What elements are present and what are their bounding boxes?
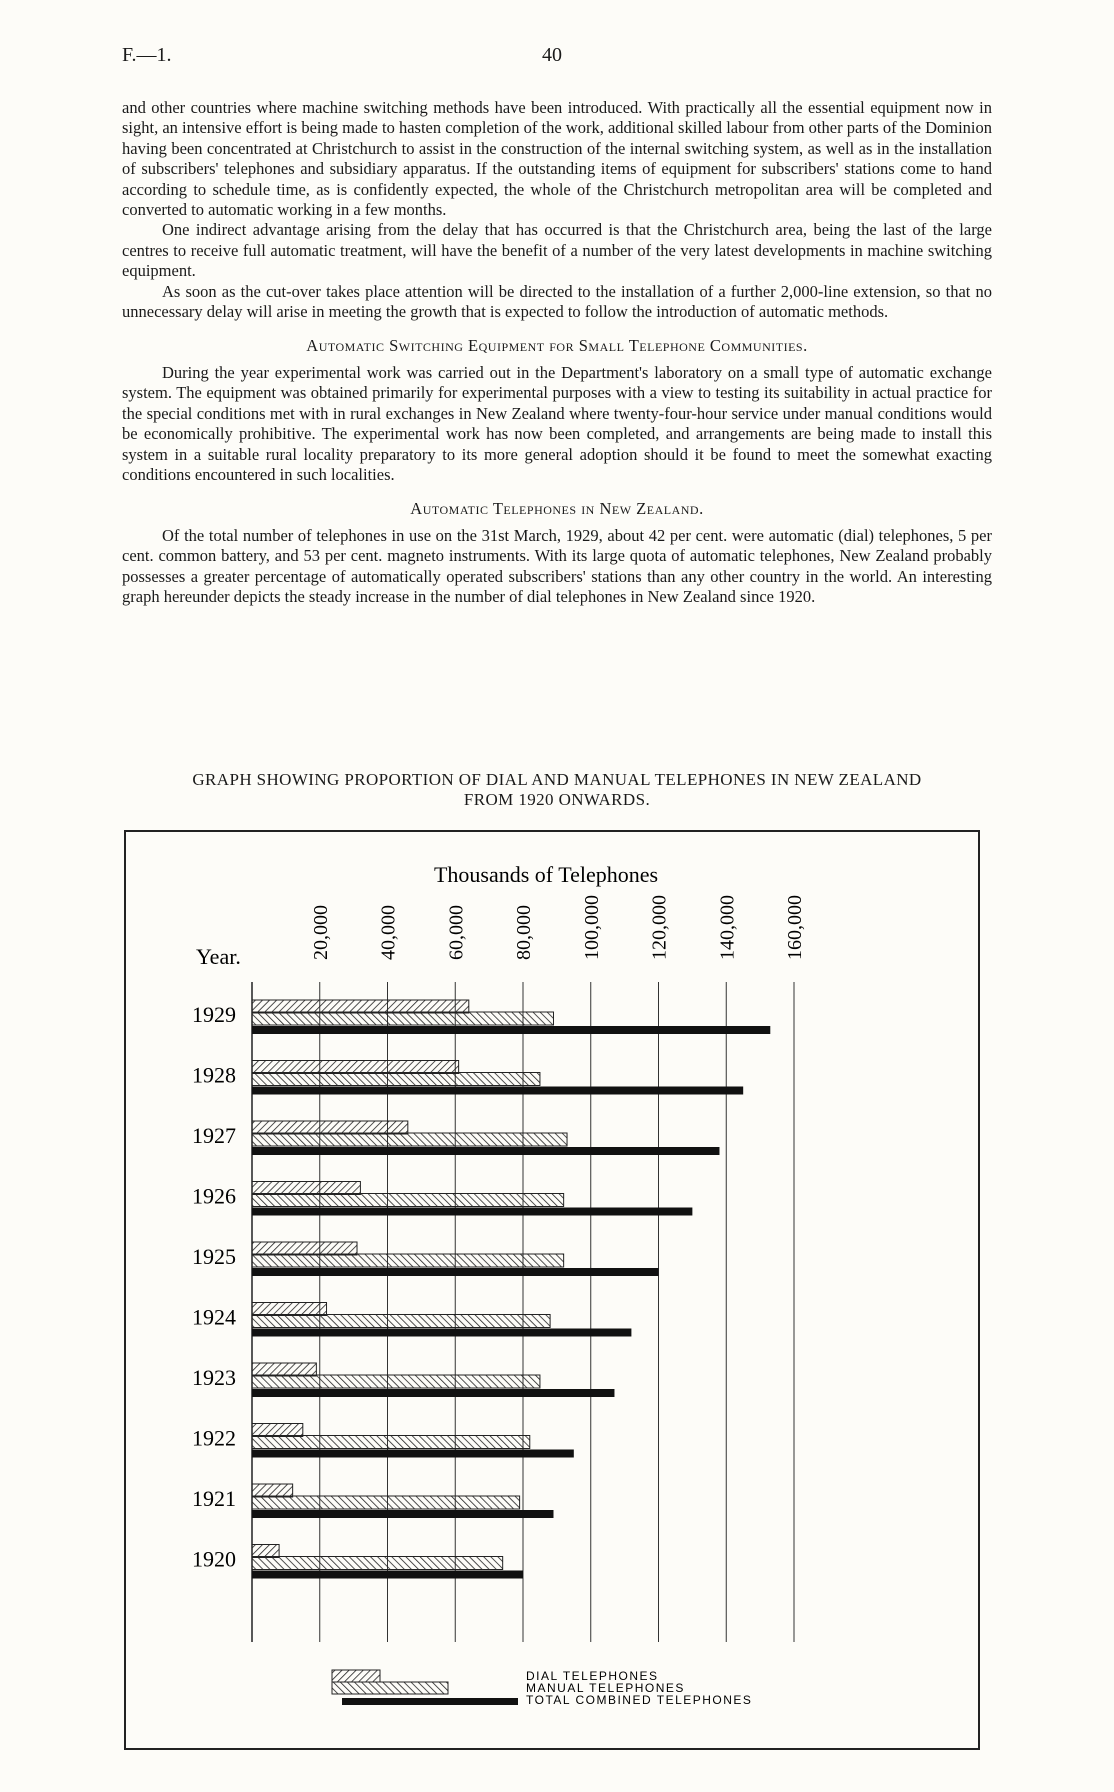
bar-solid bbox=[252, 1087, 743, 1095]
bar-forward-hatch bbox=[252, 1545, 279, 1558]
graph-title bbox=[110, 770, 1004, 810]
bar-forward-hatch bbox=[252, 1242, 357, 1255]
category-label: 1921 bbox=[192, 1486, 236, 1511]
tick-label: 40,000 bbox=[377, 905, 400, 960]
paragraph-1: and other countries where machine switching methods have been introduced. With practically all the essential equipment now in sight, an intensive effort is being made to hasten completion of the work, additional skilled labour from other parts of the Dominion having been concentrated at Christchurch to assist in the construction of the internal switching system, as well as in the installation of subscribers' telephones and subsidiary apparatus. If the outstanding items of equipment for subscribers' stations come to hand according to schedule time, as is confidently expected, the whole of the Christchurch metropolitan area will be completed and converted to automatic working in a few months. bbox=[122, 98, 992, 220]
paragraph-2: One indirect advantage arising from the delay that has occurred is that the Christchurch area, being the last of the large centres to receive full automatic treatment, will have the benefit of a number of the very latest developments in machine switching equipment. bbox=[122, 220, 992, 281]
body-text bbox=[122, 98, 992, 607]
legend-swatch-total bbox=[342, 1698, 518, 1705]
year-axis-label: Year. bbox=[196, 944, 241, 969]
tick-label: 160,000 bbox=[784, 895, 806, 960]
legend-swatch-manual bbox=[332, 1682, 448, 1694]
category-label: 1922 bbox=[192, 1425, 236, 1451]
category-label: 1925 bbox=[192, 1244, 236, 1269]
telephone-bar-chart bbox=[126, 832, 978, 1748]
section-heading-small-communities: Automatic Switching Equipment for Small Telephone Communities. bbox=[306, 336, 808, 356]
bars bbox=[252, 1000, 770, 1579]
tick-label: 80,000 bbox=[513, 905, 535, 960]
bar-back-hatch bbox=[252, 1496, 520, 1509]
bar-forward-hatch bbox=[252, 1303, 327, 1316]
paragraph-5: Of the total number of telephones in use on the 31st March, 1929, about 42 per cent. were automatic (dial) telephones, 5 per cent. common battery, and 53 per cent. magneto instruments. With its large quota of automatic telephones, New Zealand probably possesses a greater percentage of automatically operated subscribers' stations than any other country in the world. An interesting graph hereunder depicts the steady increase in the number of dial telephones in New Zealand since 1920. bbox=[122, 525, 992, 606]
bar-solid bbox=[252, 1389, 614, 1397]
bar-back-hatch bbox=[252, 1012, 553, 1025]
graph-frame bbox=[124, 830, 980, 1750]
bar-back-hatch bbox=[252, 1375, 540, 1388]
bar-solid bbox=[252, 1268, 659, 1276]
bar-solid bbox=[252, 1510, 553, 1518]
bar-forward-hatch bbox=[252, 1363, 316, 1376]
category-labels bbox=[192, 1002, 236, 1572]
bar-back-hatch bbox=[252, 1073, 540, 1086]
category-label: 1923 bbox=[192, 1365, 236, 1390]
legend-swatch-dial bbox=[332, 1670, 380, 1682]
page-number: 40 bbox=[542, 44, 562, 66]
bar-solid bbox=[252, 1026, 770, 1034]
bar-forward-hatch bbox=[252, 1424, 303, 1437]
graph-title-line-1: GRAPH SHOWING PROPORTION OF DIAL AND MANUAL TELEPHONES IN NEW ZEALAND bbox=[192, 770, 922, 789]
tick-label: 120,000 bbox=[648, 895, 671, 960]
bar-back-hatch bbox=[252, 1557, 503, 1570]
category-label: 1926 bbox=[192, 1183, 236, 1209]
graph-title-line-2: FROM 1920 ONWARDS. bbox=[463, 790, 651, 809]
bar-solid bbox=[252, 1450, 574, 1458]
category-label: 1927 bbox=[192, 1123, 236, 1148]
tick-label: 60,000 bbox=[445, 905, 468, 960]
legend bbox=[332, 1669, 752, 1707]
bar-back-hatch bbox=[252, 1436, 530, 1449]
bar-back-hatch bbox=[252, 1254, 564, 1267]
bar-forward-hatch bbox=[252, 1484, 293, 1497]
bar-solid bbox=[252, 1147, 719, 1155]
tick-label: 20,000 bbox=[309, 905, 332, 960]
bar-back-hatch bbox=[252, 1133, 567, 1146]
bar-back-hatch bbox=[252, 1194, 564, 1207]
document-reference: F.—1. bbox=[122, 44, 172, 66]
category-label: 1929 bbox=[192, 1002, 236, 1027]
tick-labels bbox=[310, 895, 806, 960]
bar-forward-hatch bbox=[252, 1182, 360, 1195]
bar-solid bbox=[252, 1329, 631, 1337]
tick-label: 100,000 bbox=[580, 895, 603, 960]
legend-label: MANUAL TELEPHONES bbox=[526, 1681, 685, 1695]
bar-solid bbox=[252, 1571, 523, 1579]
paragraph-3: As soon as the cut-over takes place attention will be directed to the installation of a further 2,000-line extension, so that no unnecessary delay will arise in meeting the growth that is expected to follow the introduction of automatic methods. bbox=[122, 281, 992, 322]
bar-forward-hatch bbox=[252, 1061, 459, 1074]
category-label: 1924 bbox=[192, 1304, 236, 1330]
legend-label: TOTAL COMBINED TELEPHONES bbox=[526, 1693, 753, 1707]
bar-forward-hatch bbox=[252, 1000, 469, 1013]
page-header bbox=[122, 44, 992, 74]
category-label: 1920 bbox=[192, 1546, 236, 1572]
bar-back-hatch bbox=[252, 1315, 550, 1328]
section-heading-automatic-telephones: Automatic Telephones in New Zealand. bbox=[410, 499, 704, 519]
paragraph-4: During the year experimental work was carried out in the Department's laboratory on a small type of automatic exchange system. The equipment was obtained primarily for experimental purposes with a view to testing its suitability in actual practice for the special conditions met with in rural exchanges in New Zealand where twenty-four-hour service under manual conditions would be economically prohibitive. The experimental work has now been completed, and arrangements are being made to install this system in a suitable rural locality preparatory to its more general adoption should it be found to meet the somewhat exacting conditions encountered in such localities. bbox=[122, 362, 992, 484]
legend-label: DIAL TELEPHONES bbox=[526, 1669, 659, 1683]
bar-solid bbox=[252, 1208, 692, 1216]
category-label: 1928 bbox=[192, 1062, 236, 1088]
bar-forward-hatch bbox=[252, 1121, 408, 1134]
chart-title: Thousands of Telephones bbox=[433, 862, 659, 887]
tick-label: 140,000 bbox=[716, 895, 739, 960]
